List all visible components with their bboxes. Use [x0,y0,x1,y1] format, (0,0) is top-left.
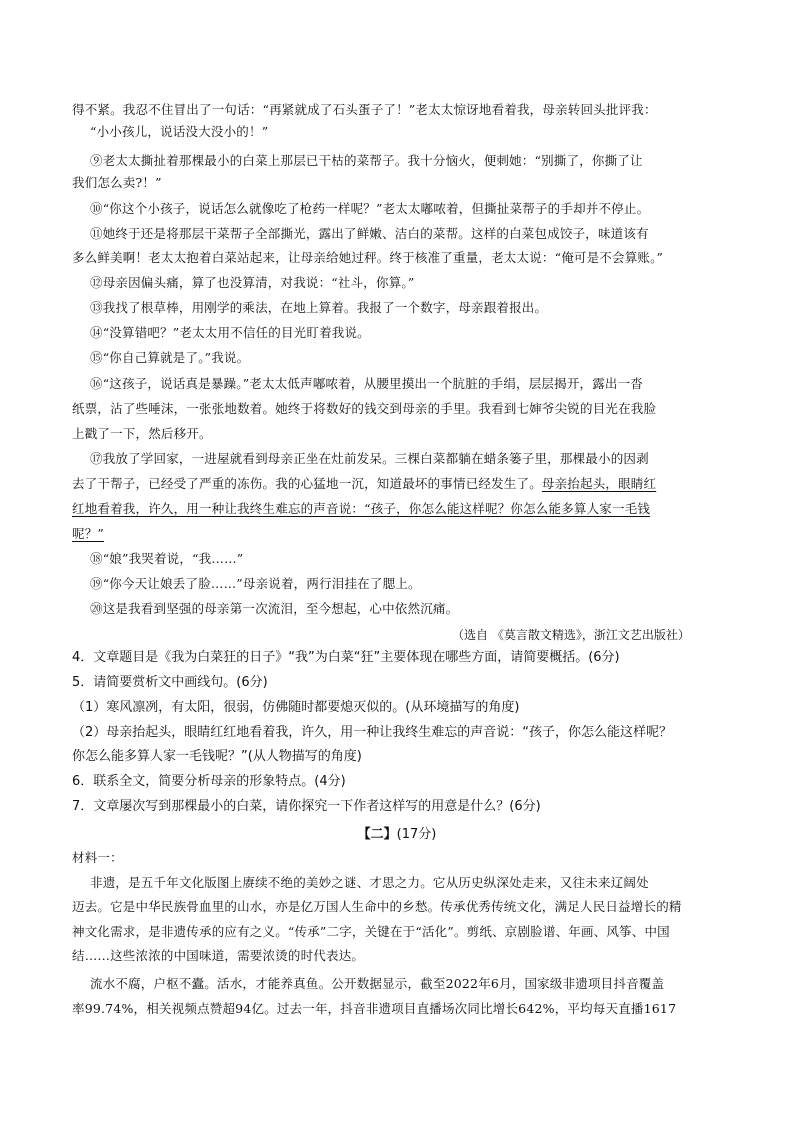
story-source: （选自 《莫言散文精选》，浙江文艺出版社） [452,628,690,642]
paragraph-10: ⑩“你这个小孩子，说话怎么就像吃了枪药一样呢？”老太太嘟哝着，但撕扯菜帮子的手却并不停止。 [90,201,650,216]
story-line-16 [72,476,656,492]
paragraph-14: ⑭“没算错吧？”老太太用不信任的目光盯着我说。 [90,325,370,340]
story-line-7: 多么鲜美啊！老太太抱着白菜站起来，让母亲给她过秤。终于核准了重量，老太太说：“俺可是不会算账。” [72,250,664,265]
story-line-4: 我们怎么卖?！” [72,175,162,190]
paragraph-20: ⑳这是我看到坚强的母亲第一次流泪，至今想起，心中依然沉痛。 [90,601,459,616]
question-6: 6．联系全文，简要分析母亲的形象特点。(4分) [72,774,346,789]
story-line-13: 纸票，沾了些唾沫，一张张地数着。她终于将数好的钱交到母亲的手里。我看到七婶爷尖锐的目光在我脸 [72,401,657,416]
material-line-6: 率99.74%，相关视频点赞超94亿。过去一年，抖音非遗项目直播场次同比增长642%，平均每天直播1617 [72,1001,677,1016]
paragraph-16: ⑯“这孩子，说话真是暴躁。”老太太低声嘟哝着，从腰里摸出一个肮脏的手绢，层层揭开，露出一沓 [90,376,644,391]
section-heading [0,823,794,842]
paragraph-17: ⑰我放了学回家，一进屋就看到母亲正坐在灶前发呆。三棵白菜都躺在蜡条篓子里，那棵最小的因剥 [90,451,649,466]
paragraph-11: ⑪她终于还是将那层干菜帮子全部撕光，露出了鲜嫩、洁白的菜帮。这样的白菜包成饺子，味道该有 [90,226,649,241]
material-line-1: 非遗，是五千年文化版图上赓续不绝的美妙之谜、才思之力。它从历史纵深处走来，又往未来辽阔处 [90,875,649,890]
paragraph-9: ⑨老太太撕扯着那棵最小的白菜上那层已干枯的菜帮子。我十分恼火，便刺她：“别撕了，你撕了让 [90,153,643,168]
question-5-part-2: （2）母亲抬起头，眼睛红红地看着我，许久，用一种让我终生难忘的声音说：“孩子，你怎么能这样呢？ [72,725,673,740]
section-score: (17分) [396,827,437,842]
paragraph-13: ⑬我找了根草棒，用刚学的乘法，在地上算着。我报了一个数字，母亲跟着报出。 [90,300,548,315]
material-line-2: 迈去。它是中华民族骨血里的山水，亦是亿万国人生命中的乡愁。传承优秀传统文化，满足人民日益增长的精 [72,899,682,914]
section-title: 【二】 [357,827,397,842]
material-line-3: 神文化需求，是非遗传承的应有之义。“传承”二字，关键在于“活化”。剪纸、京剧脸谱、年画、风筝、中国 [72,924,670,939]
paragraph-15: ⑮“你自己算就是了。”我说。 [90,350,250,365]
question-5-part-1: （1）寒风凛冽，有太阳，很弱，仿佛随时都要熄灭似的。(从环境描写的角度) [72,700,520,715]
paragraph-18: ⑱“娘”我哭着说，“我……” [90,551,244,566]
story-line-16-text: 去了干帮子，已经受了严重的冻伤。我的心猛地一沉，知道最坏的事情已经发生了。 [72,476,542,491]
story-line-2: “小小孩儿，说话没大没小的！” [90,124,269,139]
question-5-part-2-cont: 你怎么能多算人家一毛钱呢？”(从人物描写的角度) [72,749,362,764]
underlined-sentence-end: 呢？” [72,526,104,541]
underlined-sentence-middle: 红地看着我，许久，用一种让我终生难忘的声音说：“孩子，你怎么能这样呢？你怎么能多算人家一毛钱 [72,501,651,516]
question-5: 5．请简要赏析文中画线句。(6分) [72,675,268,690]
question-7: 7．文章屡次写到那棵最小的白菜，请你探究一下作者这样写的用意是什么？(6分) [72,799,541,814]
paragraph-19: ⑲“你今天让娘丢了脸……”母亲说着，两行泪挂在了腮上。 [90,576,421,591]
underlined-sentence-start: 母亲抬起头，眼睛红 [541,476,657,491]
material-line-4: 结……这些浓浓的中国味道，需要浓烫的时代表达。 [72,948,365,963]
material-line-5: 流水不腐，户枢不蠹。活水，才能养真鱼。公开数据显示，截至2022年6月，国家级非遗项目抖音覆盖 [90,976,665,991]
paragraph-12: ⑫母亲因偏头痛，算了也没算清，对我说：“社斗，你算。” [90,275,415,290]
story-line-1: 得不紧。我忍不住冒出了一句话：“再紧就成了石头蛋子了！”老太太惊讶地看着我，母亲转回头批评我： [72,102,657,117]
story-line-14: 上戳了一下，然后移开。 [72,426,212,441]
material-label: 材料一： [72,850,123,865]
question-4: 4．文章题目是《我为白菜狂的日子》“我”为白菜“狂”主要体现在哪些方面，请简要概括。(6分) [72,650,620,665]
